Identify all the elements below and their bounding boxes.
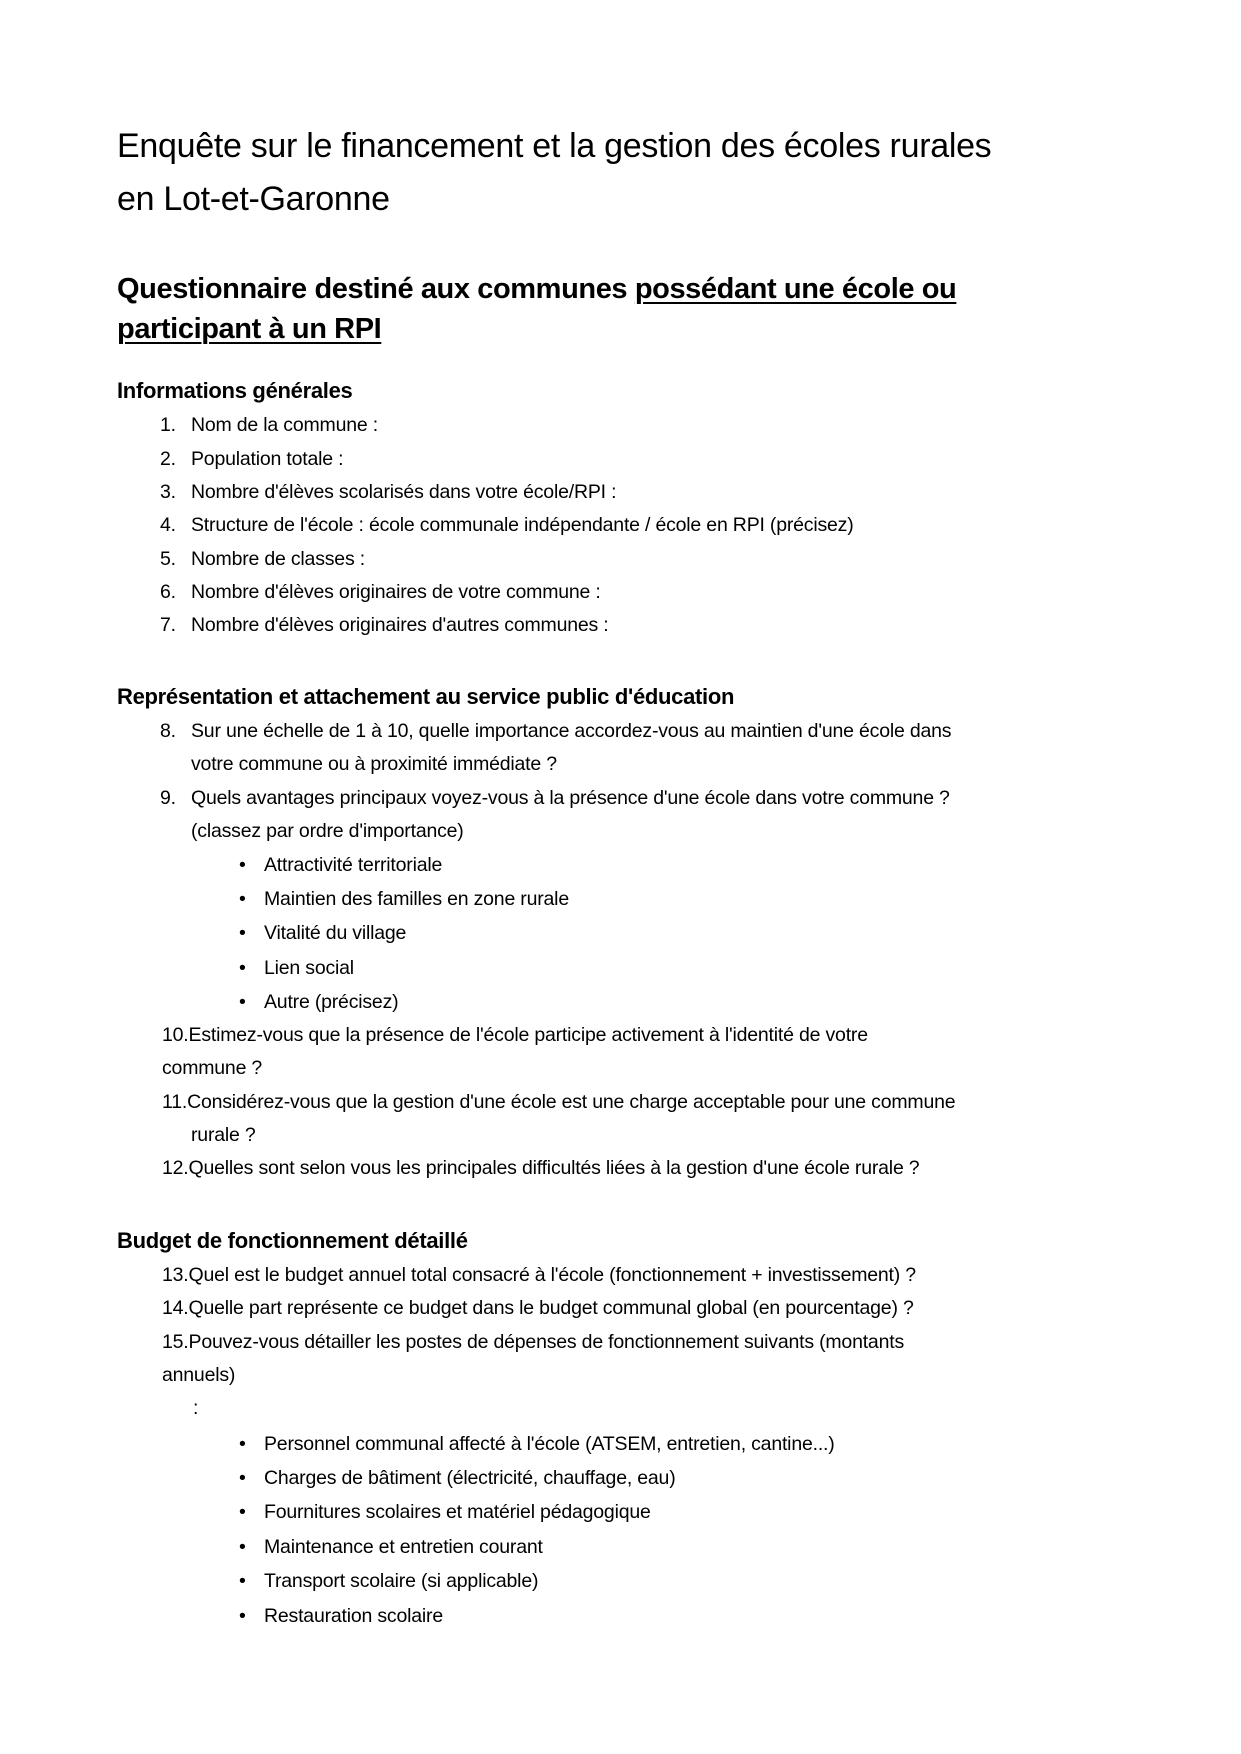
bullet-icon: • xyxy=(239,1501,246,1523)
bullet-icon: • xyxy=(239,1433,246,1455)
question-15-line-2: annuels) xyxy=(162,1364,236,1386)
question-9-number: 9. xyxy=(160,787,176,809)
question-3-number: 3. xyxy=(160,481,176,503)
question-15-number: 15. xyxy=(162,1331,189,1353)
subtitle-underlined-1: possédant une école ou xyxy=(634,273,957,305)
question-13 xyxy=(162,1264,916,1287)
question-5: Nombre de classes : xyxy=(191,548,365,570)
question-11-text: Considérez-vous que la gestion d'une école est une charge acceptable pour une commune xyxy=(187,1091,956,1113)
q15-option-5: Transport scolaire (si applicable) xyxy=(264,1570,539,1592)
q9-option-3: Vitalité du village xyxy=(264,922,407,944)
question-8-line-1: Sur une échelle de 1 à 10, quelle importance accordez-vous au maintien d'une école dans xyxy=(191,720,952,742)
question-10-text: Estimez-vous que la présence de l'école participe activement à l'identité de votre xyxy=(188,1024,868,1046)
question-11-line-2: rurale ? xyxy=(191,1124,256,1146)
question-12 xyxy=(162,1157,919,1180)
question-5-number: 5. xyxy=(160,548,176,570)
question-13-number: 13. xyxy=(162,1264,189,1286)
question-14-number: 14. xyxy=(162,1297,189,1319)
question-14-text: Quelle part représente ce budget dans le budget communal global (en pourcentage) ? xyxy=(188,1297,914,1319)
q9-option-2: Maintien des familles en zone rurale xyxy=(264,888,569,910)
question-1-number: 1. xyxy=(160,414,176,436)
document-title-line-1: Enquête sur le financement et la gestion des écoles rurales xyxy=(117,127,992,165)
subtitle-plain: Questionnaire destiné aux communes xyxy=(117,273,635,305)
question-6: Nombre d'élèves originaires de votre commune : xyxy=(191,581,601,603)
question-8-line-2: votre commune ou à proximité immédiate ? xyxy=(191,753,557,775)
question-10-line-1 xyxy=(162,1024,868,1047)
section-heading-budget: Budget de fonctionnement détaillé xyxy=(117,1228,468,1253)
q15-option-2: Charges de bâtiment (électricité, chauffage, eau) xyxy=(264,1467,676,1489)
questionnaire-subtitle-line-2 xyxy=(117,310,381,348)
question-4-number: 4. xyxy=(160,514,176,536)
bullet-icon: • xyxy=(239,957,246,979)
question-14 xyxy=(162,1297,914,1320)
question-10-number: 10. xyxy=(162,1024,189,1046)
question-9-line-2: (classez par ordre d'importance) xyxy=(191,820,464,842)
question-3: Nombre d'élèves scolarisés dans votre école/RPI : xyxy=(191,481,617,503)
bullet-icon: • xyxy=(239,1570,246,1592)
questionnaire-subtitle xyxy=(117,270,956,308)
question-8-number: 8. xyxy=(160,720,176,742)
bullet-icon: • xyxy=(239,991,246,1013)
question-7-number: 7. xyxy=(160,614,176,636)
question-11-number: 11. xyxy=(162,1091,188,1113)
bullet-icon: • xyxy=(239,1536,246,1558)
question-6-number: 6. xyxy=(160,581,176,603)
bullet-icon: • xyxy=(239,922,246,944)
question-7: Nombre d'élèves originaires d'autres communes : xyxy=(191,614,609,636)
question-15-text: Pouvez-vous détailler les postes de dépenses de fonctionnement suivants (montants xyxy=(188,1331,904,1353)
bullet-icon: • xyxy=(239,888,246,910)
q9-option-4: Lien social xyxy=(264,957,354,979)
q15-option-1: Personnel communal affecté à l'école (ATSEM, entretien, cantine...) xyxy=(264,1433,835,1455)
document-title-line-2: en Lot-et-Garonne xyxy=(117,180,390,218)
question-12-number: 12. xyxy=(162,1157,189,1179)
question-13-text: Quel est le budget annuel total consacré à l'école (fonctionnement + investissement) ? xyxy=(188,1264,916,1286)
q15-option-6: Restauration scolaire xyxy=(264,1605,443,1627)
question-4: Structure de l'école : école communale indépendante / école en RPI (précisez) xyxy=(191,514,854,536)
q9-option-1: Attractivité territoriale xyxy=(264,854,443,876)
q9-option-5: Autre (précisez) xyxy=(264,991,399,1013)
question-15-line-3: : xyxy=(193,1397,199,1419)
bullet-icon: • xyxy=(239,1605,246,1627)
question-15-line-1 xyxy=(162,1331,904,1354)
question-11-line-1 xyxy=(162,1091,955,1114)
q15-option-3: Fournitures scolaires et matériel pédagogique xyxy=(264,1501,651,1523)
q15-option-4: Maintenance et entretien courant xyxy=(264,1536,543,1558)
bullet-icon: • xyxy=(239,854,246,876)
bullet-icon: • xyxy=(239,1467,246,1489)
question-9-line-1: Quels avantages principaux voyez-vous à la présence d'une école dans votre commune ? xyxy=(191,787,950,809)
question-2: Population totale : xyxy=(191,448,344,470)
question-1: Nom de la commune : xyxy=(191,414,378,436)
question-12-text: Quelles sont selon vous les principales difficultés liées à la gestion d'une école rurale ? xyxy=(188,1157,920,1179)
section-heading-general-info: Informations générales xyxy=(117,378,353,403)
section-heading-representation: Représentation et attachement au service public d'éducation xyxy=(117,684,735,709)
subtitle-underlined-2: participant à un RPI xyxy=(117,313,382,345)
question-2-number: 2. xyxy=(160,448,176,470)
question-10-line-2: commune ? xyxy=(162,1057,263,1079)
